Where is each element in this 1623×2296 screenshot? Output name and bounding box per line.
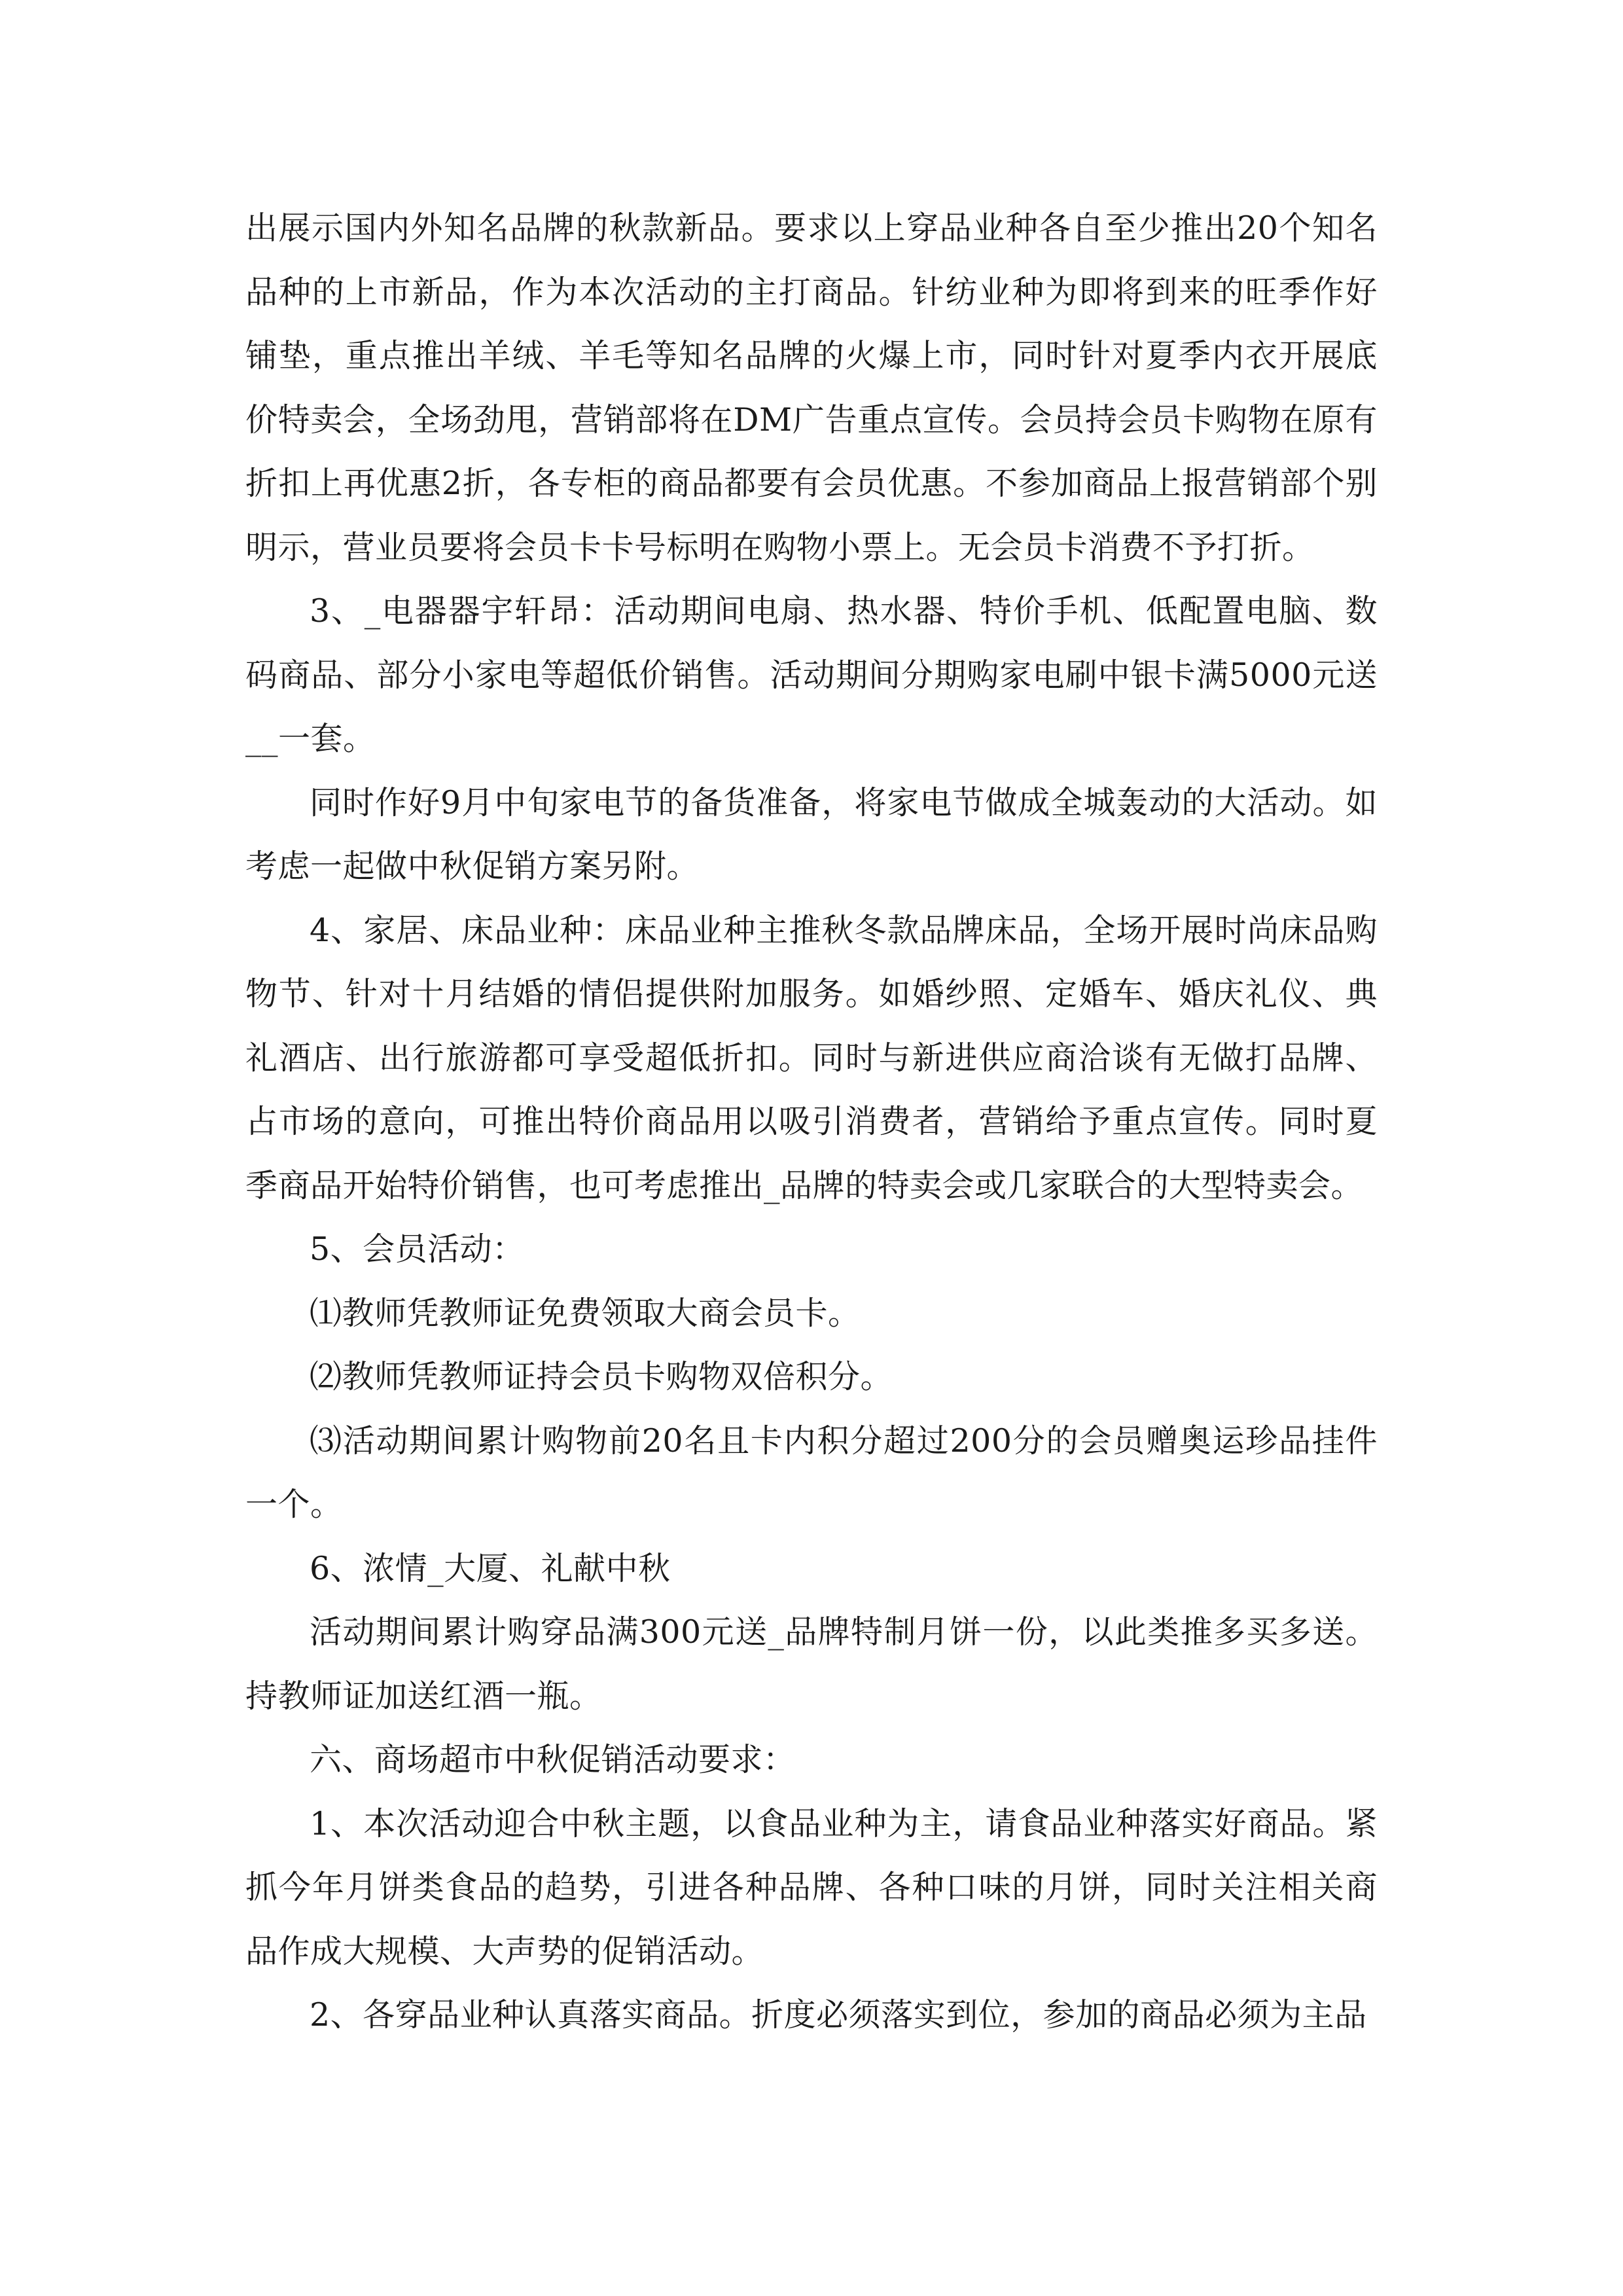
paragraph: 4、家居、床品业种：床品业种主推秋冬款品牌床品，全场开展时尚床品购物节、针对十月结婚的情侣提供附加服务。如婚纱照、定婚车、婚庆礼仪、典礼酒店、出行旅游都可享受超低折扣。同时与新进供应商洽谈有无做打品牌、占市场的意向，可推出特价商品用以吸引消费者，营销给予重点宣传。同时夏季商品开始特价销售，也可考虑推出_品牌的特卖会或几家联合的大型特卖会。 — [245, 911, 1378, 1204]
paragraph: 3、_电器器宇轩昂：活动期间电扇、热水器、特价手机、低配置电脑、数码商品、部分小家电等超低价销售。活动期间分期购家电刷中银卡满5000元送__一套。 — [245, 592, 1378, 757]
paragraph: 活动期间累计购穿品满300元送_品牌特制月饼一份，以此类推多买多送。持教师证加送红酒一瓶。 — [245, 1613, 1378, 1715]
paragraph: 6、浓情_大厦、礼献中秋 — [310, 1549, 671, 1587]
paragraph: ⑶活动期间累计购物前20名且卡内积分超过200分的会员赠奥运珍品挂件一个。 — [245, 1422, 1378, 1523]
paragraph: ⑴教师凭教师证免费领取大商会员卡。 — [310, 1294, 861, 1332]
paragraph: 2、各穿品业种认真落实商品。折度必须落实到位，参加的商品必须为主品 — [310, 1996, 1367, 2034]
paragraph: 1、本次活动迎合中秋主题，以食品业种为主，请食品业种落实好商品。紧抓今年月饼类食品的趋势，引进各种品牌、各种口味的月饼，同时关注相关商品作成大规模、大声势的促销活动。 — [245, 1804, 1378, 1970]
paragraph: 六、商场超市中秋促销活动要求： — [310, 1741, 796, 1778]
paragraph: 同时作好9月中旬家电节的备货准备，将家电节做成全城轰动的大活动。如考虑一起做中秋促销方案另附。 — [245, 783, 1378, 885]
paragraph: 出展示国内外知名品牌的秋款新品。要求以上穿品业种各自至少推出20个知名品种的上市新品，作为本次活动的主打商品。针纺业种为即将到来的旺季作好铺垫，重点推出羊绒、羊毛等知名品牌的火爆上市，同时针对夏季内衣开展底价特卖会，全场劲甩，营销部将在DM广告重点宣传。会员持会员卡购物在原有折扣上再优惠2折，各专柜的商品都要有会员优惠。不参加商品上报营销部个别明示，营业员要将会员卡卡号标明在购物小票上。无会员卡消费不予打折。 — [245, 209, 1378, 566]
paragraph: ⑵教师凭教师证持会员卡购物双倍积分。 — [310, 1358, 893, 1395]
document-body — [245, 196, 1378, 2047]
paragraph: 5、会员活动： — [310, 1230, 525, 1268]
